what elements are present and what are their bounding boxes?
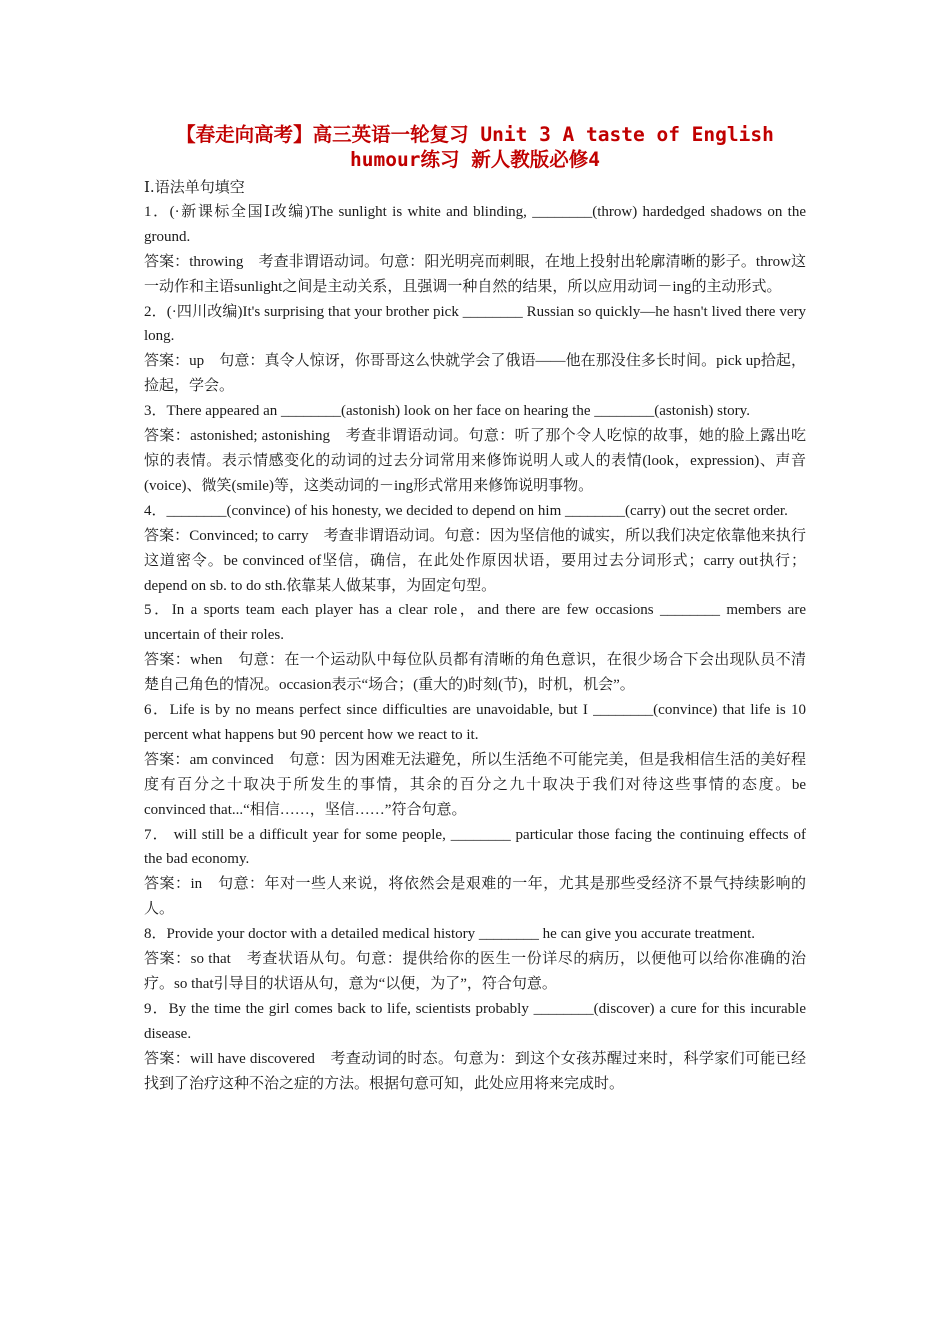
question-2: 2．(·四川改编)It's surprising that your brother pick ________ Russian so quickly—he hasn't lived there very long. <box>144 303 806 345</box>
question-9: 9．By the time the girl comes back to life, scientists probably ________(discover) a cure for this incurable disease. <box>144 1000 806 1042</box>
answer-9: 答案：will have discovered 考查动词的时态。句意为：到这个女孩苏醒过来时，科学家们可能已经找到了治疗这种不治之症的方法。根据句意可知，此处应用将来完成时。 <box>144 1050 806 1092</box>
question-3: 3．There appeared an ________(astonish) look on her face on hearing the ________(astonish) story. <box>144 403 750 420</box>
answer-5: 答案：when 句意：在一个运动队中每位队员都有清晰的角色意识，在很少场合下会出现队员不清楚自己角色的情况。occasion表示“场合；(重大的)时刻(节)，时机，机会”。 <box>144 652 806 694</box>
document-title <box>104 122 846 172</box>
title-line-2: humour练习 新人教版必修4 <box>350 148 600 171</box>
answer-8: 答案：so that 考查状语从句。句意：提供给你的医生一份详尽的病历，以便他可以给你准确的治疗。so that引导目的状语从句，意为“以便，为了”，符合句意。 <box>144 951 806 992</box>
answer-1: 答案：throwing 考查非谓语动词。句意：阳光明亮而刺眼，在地上投射出轮廓清晰的影子。throw这一动作和主语sunlight之间是主动关系，且强调一种自然的结果，所以应用动词－ing的主动形式。 <box>144 253 806 295</box>
answer-2: 答案：up 句意：真令人惊讶，你哥哥这么快就学会了俄语——他在那没住多长时间。pick up拾起，捡起，学会。 <box>144 353 806 395</box>
question-7: 7． will still be a difficult year for some people, ________ particular those facing the continuing effects of the bad economy. <box>144 826 806 868</box>
answer-3: 答案：astonished; astonishing 考查非谓语动词。句意：听了那个令人吃惊的故事，她的脸上露出吃惊的表情。表示情感变化的动词的过去分词常用来修饰说明人或人的表情(look，expression)、声音(voice)、微笑(smile)等，这类动词的－ing形式常用来修饰说明事物。 <box>144 428 806 494</box>
question-8: 8．Provide your doctor with a detailed medical history ________ he can give you accurate treatment. <box>144 926 756 943</box>
document-page <box>144 122 806 1097</box>
question-6: 6．Life is by no means perfect since difficulties are unavoidable, but I ________(convince) that life is 10 percent what happens but 90 percent how we react to it. <box>144 702 806 743</box>
question-4: 4．________(convince) of his honesty, we decided to depend on him ________(carry) out the secret order. <box>144 502 788 519</box>
question-1: 1．(·新课标全国Ⅰ改编)The sunlight is white and blinding, ________(throw) hardedged shadows on the ground. <box>144 203 806 245</box>
answer-4: 答案：Convinced; to carry 考查非谓语动词。句意：因为坚信他的诚实，所以我们决定依靠他来执行这道密令。be convinced of坚信，确信，在此处作原因状语，要用过去分词形式；carry out执行；depend on sb. to do sth.依靠某人做某事，为固定句型。 <box>144 527 806 594</box>
answer-7: 答案：in 句意：年对一些人来说，将依然会是艰难的一年，尤其是那些受经济不景气持续影响的人。 <box>144 876 806 918</box>
question-5: 5．In a sports team each player has a clear role，and there are few occasions ________ members are uncertain of their roles. <box>144 602 806 644</box>
section-heading: Ⅰ.语法单句填空 <box>144 178 245 196</box>
answer-6: 答案：am convinced 句意：因为困难无法避免，所以生活绝不可能完美，但是我相信生活的美好程度有百分之十取决于所发生的事情，其余的百分之九十取决于我们对待这些事情的态度。be convinced that...“相信……，坚信……”符合句意。 <box>144 751 806 818</box>
title-line-1: 【春走向高考】高三英语一轮复习 Unit 3 A taste of English <box>176 123 774 146</box>
